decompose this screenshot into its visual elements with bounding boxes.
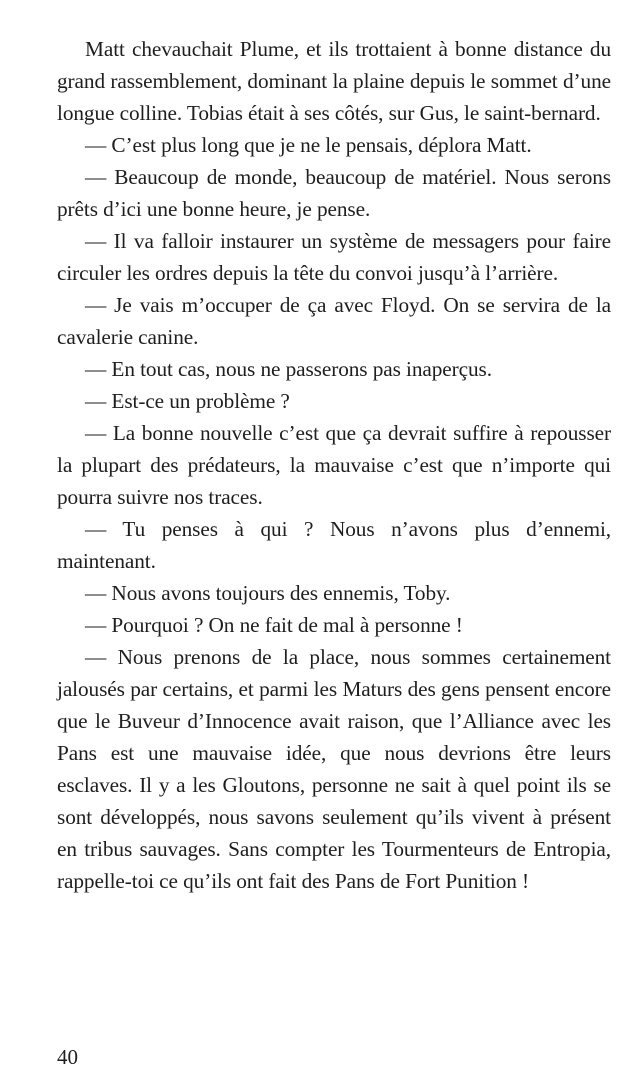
paragraph: — Nous prenons de la place, nous sommes certainement jalousés par certains, et parmi les Maturs des gens pensent encore que le Buveur d’Innocence avait raison, que l’Alliance avec les Pans est une mauvaise idée, que nous devrions être leurs esclaves. Il y a les Gloutons, personne ne sait à quel point ils se sont développés, nous savons seulement qu’ils vivent à présent en tribus sauvages. Sans compter les Tourmenteurs de Entropia, rappelle-toi ce qu’ils ont fait des Pans de Fort Punition !: [57, 645, 611, 893]
paragraph: — Beaucoup de monde, beaucoup de matériel. Nous serons prêts d’ici une bonne heure, je pense.: [57, 165, 611, 221]
paragraph: — En tout cas, nous ne passerons pas inaperçus.: [85, 357, 492, 381]
paragraph: — C’est plus long que je ne le pensais, déplora Matt.: [85, 133, 532, 157]
paragraph: — Pourquoi ? On ne fait de mal à personne !: [85, 613, 463, 637]
body-text: [57, 33, 611, 897]
paragraph: — Nous avons toujours des ennemis, Toby.: [85, 581, 451, 605]
paragraph: — La bonne nouvelle c’est que ça devrait suffire à repousser la plupart des prédateurs, la mauvaise c’est que n’importe qui pourra suivre nos traces.: [57, 421, 611, 509]
paragraph: — Tu penses à qui ? Nous n’avons plus d’ennemi, maintenant.: [57, 517, 611, 573]
paragraph: — Est-ce un problème ?: [85, 389, 290, 413]
paragraph: — Je vais m’occuper de ça avec Floyd. On se servira de la cavalerie canine.: [57, 293, 611, 349]
page-number: 40: [57, 1045, 78, 1069]
paragraph: Matt chevauchait Plume, et ils trottaient à bonne distance du grand rassemblement, dominant la plaine depuis le sommet d’une longue colline. Tobias était à ses côtés, sur Gus, le saint-bernard.: [57, 37, 611, 125]
paragraph: — Il va falloir instaurer un système de messagers pour faire circuler les ordres depuis la tête du convoi jusqu’à l’arrière.: [57, 229, 611, 285]
